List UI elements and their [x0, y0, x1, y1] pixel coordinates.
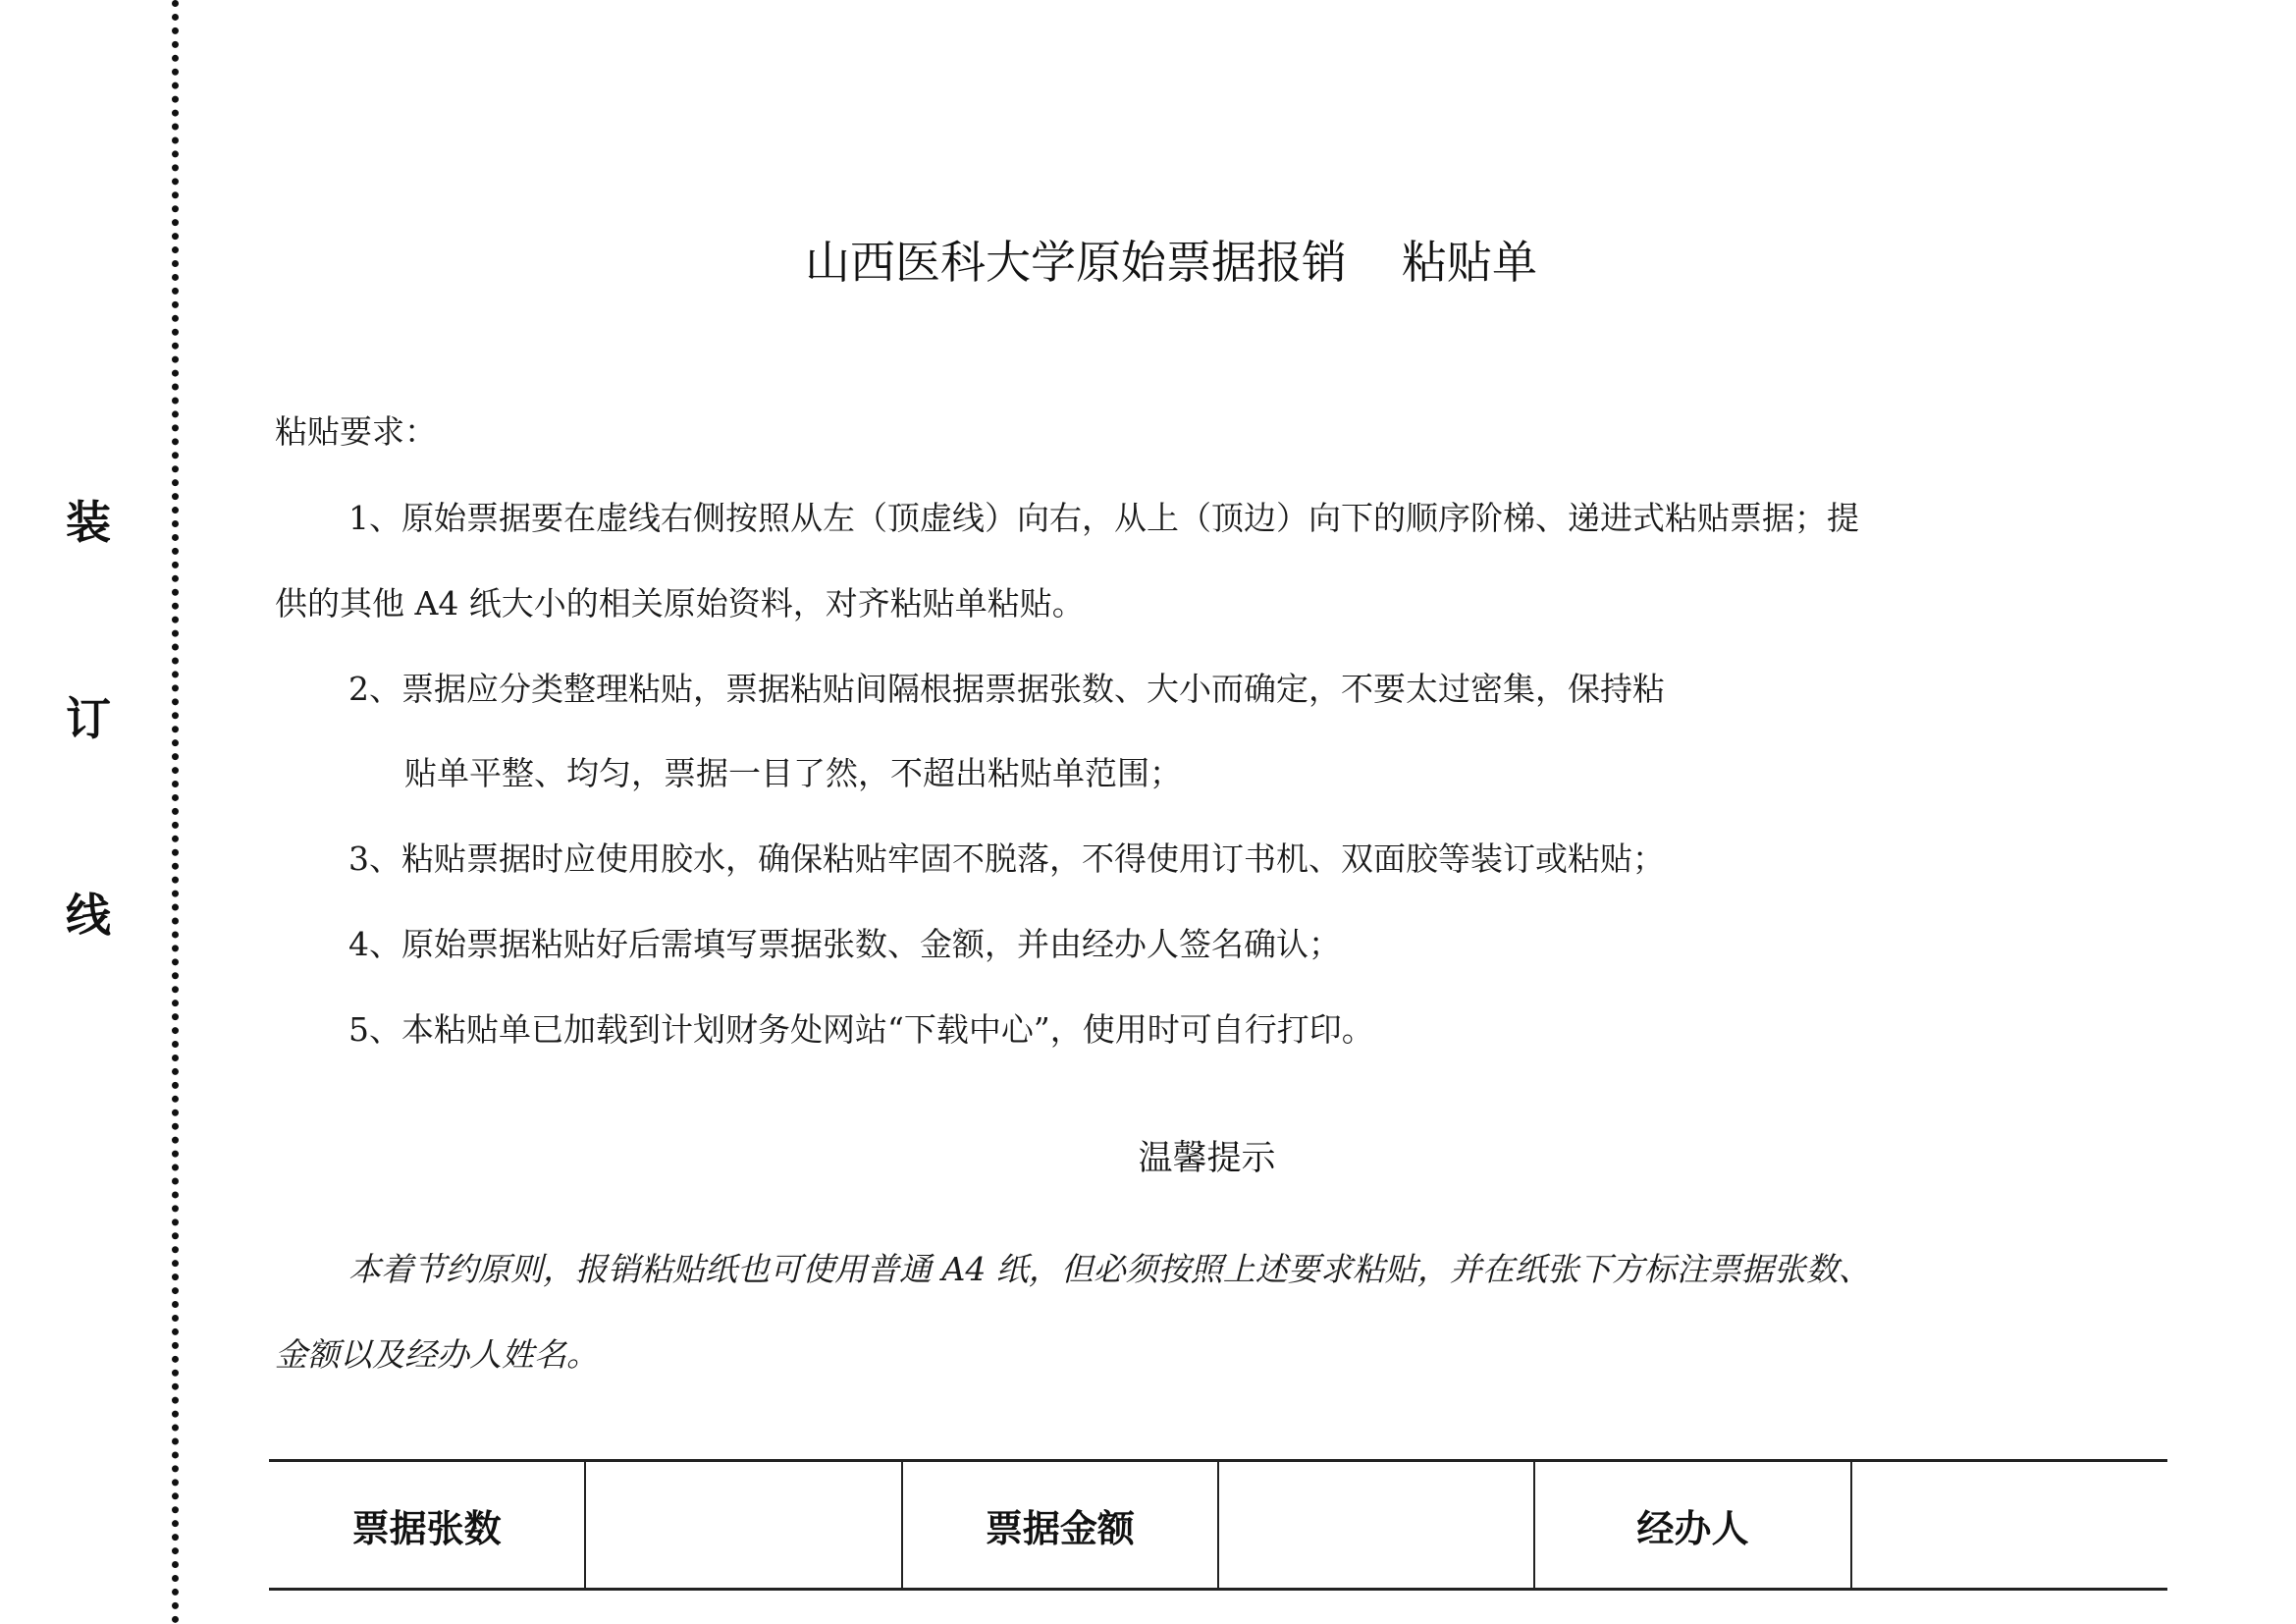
requirement-item-5: 5、本粘贴单已加载到计划财务处网站“下载中心”，使用时可自行打印。 [348, 1010, 1374, 1049]
binding-label-xian: 线 [66, 889, 111, 942]
requirements-heading: 粘贴要求： [275, 412, 437, 451]
ticket-amount-label: 票据金额 [902, 1461, 1218, 1590]
tip-line-1: 本着节约原则，报销粘贴纸也可使用普通 A4 纸，但必须按照上述要求粘贴，并在纸张下方标注票据张数、 [348, 1250, 1871, 1288]
requirement-item-2-line-1: 2、票据应分类整理粘贴，票据粘贴间隔根据票据张数、大小而确定，不要太过密集，保持粘 [348, 670, 1665, 708]
page-title-main: 山西医科大学原始票据报销 [805, 236, 1347, 289]
binding-dotted-line [172, 0, 179, 1624]
ticket-count-field[interactable] [585, 1461, 901, 1590]
requirement-item-1-line-1: 1、原始票据要在虚线右侧按照从左（顶虚线）向右，从上（顶边）向下的顺序阶梯、递进式粘贴票据；提 [348, 499, 1859, 537]
ticket-count-label: 票据张数 [269, 1461, 585, 1590]
binding-label-ding: 订 [66, 692, 111, 745]
summary-table [269, 1459, 2167, 1591]
binding-label-zhuang: 装 [66, 496, 111, 549]
requirement-item-4: 4、原始票据粘贴好后需填写票据张数、金额，并由经办人签名确认； [348, 925, 1341, 963]
ticket-amount-field[interactable] [1218, 1461, 1534, 1590]
handler-label: 经办人 [1534, 1461, 1850, 1590]
tip-heading: 温馨提示 [1138, 1139, 1276, 1178]
tip-line-2: 金额以及经办人姓名。 [275, 1335, 599, 1374]
handler-signature-field[interactable] [1851, 1461, 2167, 1590]
summary-table-row [269, 1461, 2167, 1590]
page-title-sub: 粘贴单 [1402, 236, 1537, 289]
requirement-item-3: 3、粘贴票据时应使用胶水，确保粘贴牢固不脱落，不得使用订书机、双面胶等装订或粘贴； [348, 839, 1665, 878]
page-title [805, 228, 1537, 297]
requirement-item-2-line-2: 贴单平整、均匀，票据一目了然，不超出粘贴单范围； [404, 754, 1182, 792]
requirement-item-1-line-2: 供的其他 A4 纸大小的相关原始资料，对齐粘贴单粘贴。 [275, 584, 1085, 623]
